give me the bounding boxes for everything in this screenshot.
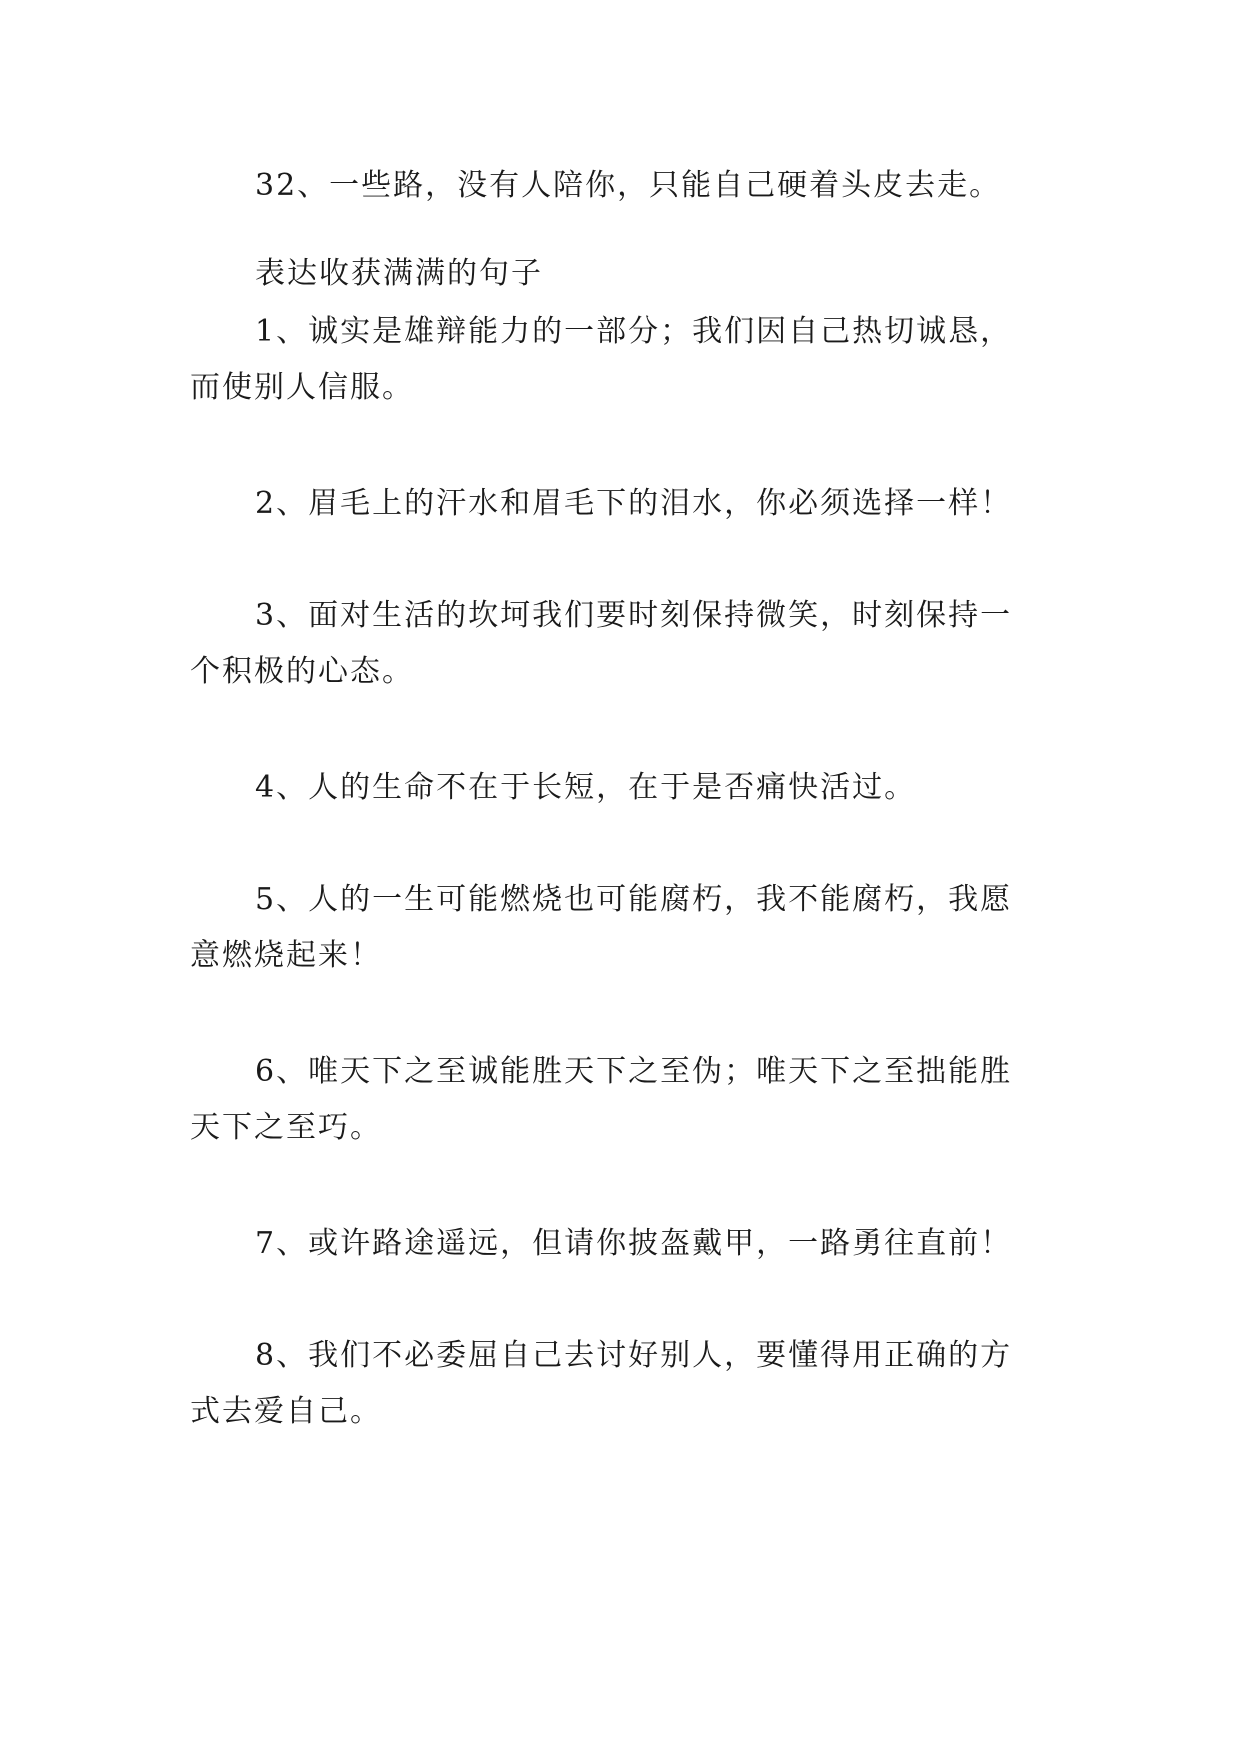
intro-item: 32、一些路，没有人陪你，只能自己硬着头皮去走。 [255,168,1002,203]
list-item-5-line-2: 意燃烧起来！ [190,938,382,973]
list-item-3-line-2: 个积极的心态。 [190,654,414,689]
list-item-8-line-1: 8、我们不必委屈自己去讨好别人，要懂得用正确的方 [255,1338,1013,1373]
list-item-4-line-1: 4、人的生命不在于长短，在于是否痛快活过。 [255,770,917,805]
list-item-7-line-1: 7、或许路途遥远，但请你披盔戴甲，一路勇往直前！ [255,1226,1013,1261]
list-item-6-line-1: 6、唯天下之至诚能胜天下之至伪；唯天下之至拙能胜 [255,1054,1013,1089]
list-item-6-line-2: 天下之至巧。 [190,1110,382,1145]
list-item-1-line-1: 1、诚实是雄辩能力的一部分；我们因自己热切诚恳， [255,314,1013,349]
list-item-3-line-1: 3、面对生活的坎坷我们要时刻保持微笑，时刻保持一 [255,598,1013,633]
list-item-5-line-1: 5、人的一生可能燃烧也可能腐朽，我不能腐朽，我愿 [255,882,1013,917]
list-item-1-line-2: 而使别人信服。 [190,370,414,405]
section-heading: 表达收获满满的句子 [255,256,543,291]
list-item-2-line-1: 2、眉毛上的汗水和眉毛下的泪水，你必须选择一样！ [255,486,1013,521]
list-item-8-line-2: 式去爱自己。 [190,1394,382,1429]
